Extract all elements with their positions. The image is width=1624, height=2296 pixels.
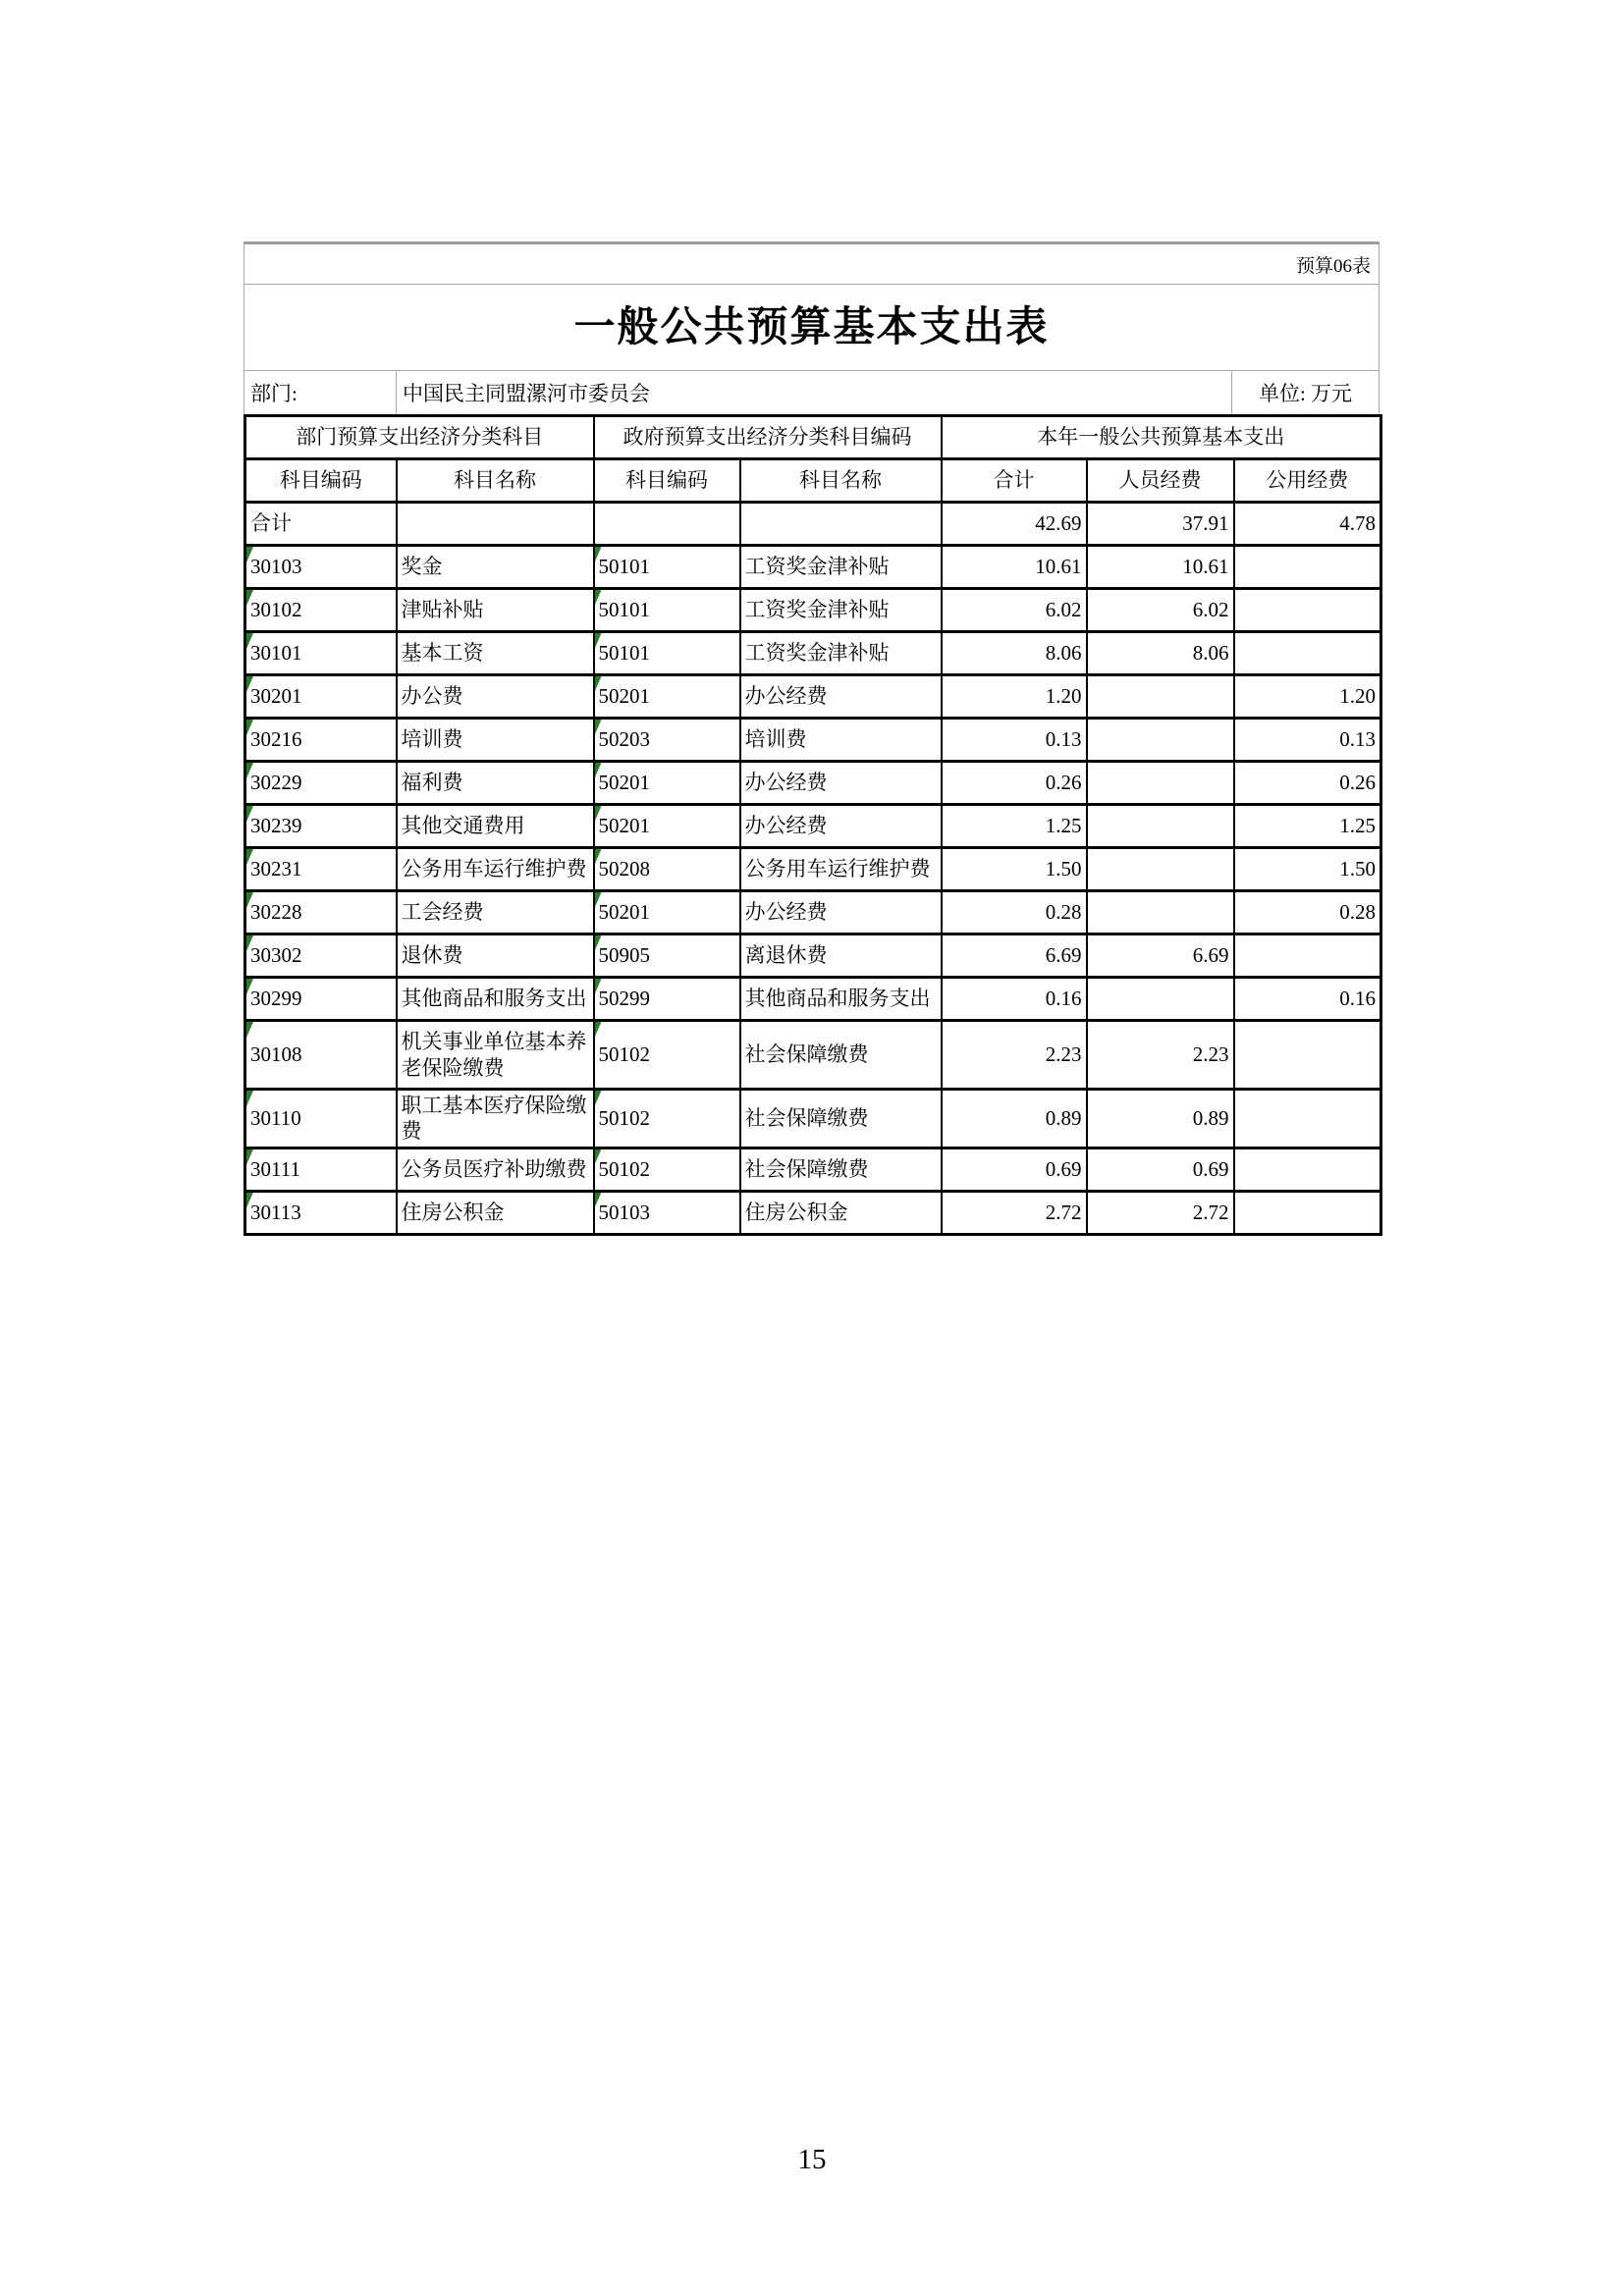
- table-row: [245, 978, 1381, 1021]
- table-row: [245, 1090, 1381, 1148]
- cell-value: 50299: [598, 987, 650, 1011]
- dept-subject-name-cell: 其他交通费用: [397, 805, 594, 848]
- personnel-cell: 8.06: [1087, 632, 1234, 675]
- col-header-total: 合计: [942, 459, 1087, 503]
- gov-subject-code-cell: [594, 848, 740, 891]
- public-cell: [1234, 1021, 1381, 1090]
- public-cell: 0.13: [1234, 719, 1381, 762]
- table-row: [245, 589, 1381, 632]
- gov-subject-code-cell: [594, 934, 740, 978]
- cell-value: 30113: [250, 1200, 301, 1224]
- total-cell: 1.50: [942, 848, 1087, 891]
- cell-value: 50208: [598, 857, 650, 881]
- total-cell: 8.06: [942, 632, 1087, 675]
- group-header-dept-classification: 部门预算支出经济分类科目: [245, 416, 594, 459]
- gov-subject-name-cell: 工资奖金津补贴: [740, 632, 942, 675]
- personnel-cell: 6.02: [1087, 589, 1234, 632]
- gov-subject-name-cell: 住房公积金: [740, 1191, 942, 1234]
- group-header-current-year-expenditure: 本年一般公共预算基本支出: [942, 416, 1381, 459]
- gov-subject-code-cell: [594, 503, 740, 546]
- form-number-label: 预算06表: [1295, 255, 1371, 277]
- total-cell: 0.16: [942, 978, 1087, 1021]
- dept-subject-name-cell: 职工基本医疗保险缴费: [397, 1090, 594, 1148]
- cell-value: 30103: [250, 555, 302, 579]
- title-block: [244, 285, 1380, 371]
- gov-subject-code-cell: [594, 1191, 740, 1234]
- total-cell: 1.20: [942, 675, 1087, 719]
- personnel-cell: [1087, 848, 1234, 891]
- personnel-cell: [1087, 675, 1234, 719]
- dept-subject-code-cell: [245, 632, 397, 675]
- gov-subject-name-cell: 办公经费: [740, 675, 942, 719]
- personnel-cell: 2.23: [1087, 1021, 1234, 1090]
- gov-subject-name-cell: 社会保障缴费: [740, 1021, 942, 1090]
- cell-value: 50101: [598, 641, 650, 666]
- dept-subject-name-cell: 工会经费: [397, 891, 594, 934]
- gov-subject-code-cell: [594, 546, 740, 589]
- gov-subject-name-cell: 办公经费: [740, 891, 942, 934]
- cell-value: 50203: [598, 727, 650, 752]
- dept-subject-code-cell: [245, 978, 397, 1021]
- page-title: 一般公共预算基本支出表: [573, 304, 1050, 350]
- personnel-cell: 0.69: [1087, 1148, 1234, 1191]
- dept-subject-name-cell: 机关事业单位基本养老保险缴费: [397, 1021, 594, 1090]
- dept-subject-name-cell: 办公费: [397, 675, 594, 719]
- gov-subject-name-cell: [740, 503, 942, 546]
- cell-value: 50102: [598, 1106, 650, 1131]
- public-cell: [1234, 1191, 1381, 1234]
- cell-value: 50103: [598, 1200, 650, 1224]
- total-cell: 0.69: [942, 1148, 1087, 1191]
- table-row: [245, 719, 1381, 762]
- total-cell: 0.13: [942, 719, 1087, 762]
- personnel-cell: 6.69: [1087, 934, 1234, 978]
- dept-subject-name-cell: 培训费: [397, 719, 594, 762]
- cell-value: 50201: [598, 771, 650, 795]
- cell-value: 30299: [250, 987, 302, 1011]
- total-cell: 2.23: [942, 1021, 1087, 1090]
- public-cell: 1.20: [1234, 675, 1381, 719]
- cell-value: 30101: [250, 641, 302, 666]
- personnel-cell: 37.91: [1087, 503, 1234, 546]
- table-row: [245, 891, 1381, 934]
- cell-value: 30302: [250, 943, 302, 968]
- dept-subject-code-cell: [245, 589, 397, 632]
- gov-subject-code-cell: [594, 1148, 740, 1191]
- personnel-cell: 0.89: [1087, 1090, 1234, 1148]
- dept-subject-name-cell: 其他商品和服务支出: [397, 978, 594, 1021]
- table-row: [245, 848, 1381, 891]
- cell-value: 50101: [598, 598, 650, 622]
- gov-subject-code-cell: [594, 891, 740, 934]
- total-cell: 42.69: [942, 503, 1087, 546]
- cell-value: 50102: [598, 1156, 650, 1181]
- public-cell: 0.16: [1234, 978, 1381, 1021]
- public-cell: 4.78: [1234, 503, 1381, 546]
- dept-subject-code-cell: [245, 1148, 397, 1191]
- unit-label: 单位: 万元: [1231, 371, 1379, 414]
- gov-subject-code-cell: [594, 1090, 740, 1148]
- total-cell: 10.61: [942, 546, 1087, 589]
- total-cell: 0.89: [942, 1090, 1087, 1148]
- group-header-row: [245, 416, 1381, 459]
- public-cell: [1234, 1148, 1381, 1191]
- gov-subject-name-cell: 办公经费: [740, 762, 942, 805]
- cell-value: 50201: [598, 684, 650, 709]
- row-label-cell: 合计: [245, 503, 397, 546]
- gov-subject-name-cell: 培训费: [740, 719, 942, 762]
- gov-subject-code-cell: [594, 1021, 740, 1090]
- cell-value: 30110: [250, 1106, 301, 1131]
- gov-subject-code-cell: [594, 589, 740, 632]
- personnel-cell: 10.61: [1087, 546, 1234, 589]
- cell-value: 30231: [250, 857, 302, 881]
- personnel-cell: [1087, 762, 1234, 805]
- cell-value: 50201: [598, 814, 650, 838]
- total-cell: 0.28: [942, 891, 1087, 934]
- dept-subject-code-cell: [245, 934, 397, 978]
- text-number-flag-icon: [246, 1091, 253, 1106]
- gov-subject-code-cell: [594, 805, 740, 848]
- dept-subject-code-cell: [245, 891, 397, 934]
- table-row: [245, 1021, 1381, 1090]
- dept-subject-code-cell: [245, 805, 397, 848]
- dept-subject-code-cell: [245, 719, 397, 762]
- gov-subject-code-cell: [594, 632, 740, 675]
- dept-subject-code-cell: [245, 1090, 397, 1148]
- gov-subject-name-cell: 工资奖金津补贴: [740, 589, 942, 632]
- col-header-public-funds: 公用经费: [1234, 459, 1381, 503]
- dept-subject-name-cell: 奖金: [397, 546, 594, 589]
- table-row: [245, 805, 1381, 848]
- dept-subject-name-cell: 退休费: [397, 934, 594, 978]
- public-cell: 0.26: [1234, 762, 1381, 805]
- form-label-strip: [244, 241, 1380, 285]
- cell-value: 30228: [250, 900, 302, 925]
- dept-label: 部门:: [250, 382, 298, 405]
- table-row: [245, 632, 1381, 675]
- personnel-cell: [1087, 978, 1234, 1021]
- column-header-row: [245, 459, 1381, 503]
- dept-subject-code-cell: [245, 1191, 397, 1234]
- cell-value: 50201: [598, 900, 650, 925]
- personnel-cell: [1087, 805, 1234, 848]
- gov-subject-name-cell: 其他商品和服务支出: [740, 978, 942, 1021]
- personnel-cell: [1087, 891, 1234, 934]
- dept-subject-name-cell: 基本工资: [397, 632, 594, 675]
- total-cell: 0.26: [942, 762, 1087, 805]
- personnel-cell: [1087, 719, 1234, 762]
- public-cell: 0.28: [1234, 891, 1381, 934]
- gov-subject-name-cell: 工资奖金津补贴: [740, 546, 942, 589]
- cell-value: 30216: [250, 727, 302, 752]
- total-cell: 1.25: [942, 805, 1087, 848]
- gov-subject-code-cell: [594, 719, 740, 762]
- page-number: 15: [797, 2144, 827, 2175]
- dept-subject-name-cell: [397, 503, 594, 546]
- public-cell: [1234, 934, 1381, 978]
- gov-subject-code-cell: [594, 762, 740, 805]
- cell-value: 50102: [598, 1042, 650, 1067]
- cell-value: 30229: [250, 771, 302, 795]
- cell-value: 30239: [250, 814, 302, 838]
- public-cell: [1234, 546, 1381, 589]
- cell-value: 30102: [250, 598, 302, 622]
- table-row: [245, 1191, 1381, 1234]
- gov-subject-code-cell: [594, 675, 740, 719]
- dept-subject-name-cell: 公务员医疗补助缴费: [397, 1148, 594, 1191]
- budget-sheet: [244, 241, 1380, 1236]
- public-cell: 1.50: [1234, 848, 1381, 891]
- gov-subject-code-cell: [594, 978, 740, 1021]
- cell-value: 50101: [598, 555, 650, 579]
- dept-subject-code-cell: [245, 762, 397, 805]
- dept-subject-code-cell: [245, 546, 397, 589]
- dept-unit-row: [244, 371, 1380, 414]
- col-header-subject-code: 科目编码: [594, 459, 740, 503]
- cell-value: 30201: [250, 684, 302, 709]
- text-number-flag-icon: [595, 1091, 602, 1106]
- dept-subject-code-cell: [245, 1021, 397, 1090]
- gov-subject-name-cell: 办公经费: [740, 805, 942, 848]
- gov-subject-name-cell: 公务用车运行维护费: [740, 848, 942, 891]
- dept-subject-name-cell: 公务用车运行维护费: [397, 848, 594, 891]
- public-cell: 1.25: [1234, 805, 1381, 848]
- col-header-personnel-funds: 人员经费: [1087, 459, 1234, 503]
- col-header-subject-name: 科目名称: [740, 459, 942, 503]
- public-cell: [1234, 632, 1381, 675]
- cell-value: 50905: [598, 943, 650, 968]
- gov-subject-name-cell: 离退休费: [740, 934, 942, 978]
- table-row-total: [245, 503, 1381, 546]
- gov-subject-name-cell: 社会保障缴费: [740, 1148, 942, 1191]
- table-row: [245, 934, 1381, 978]
- col-header-subject-name: 科目名称: [397, 459, 594, 503]
- public-cell: [1234, 1090, 1381, 1148]
- dept-subject-name-cell: 津贴补贴: [397, 589, 594, 632]
- public-cell: [1234, 589, 1381, 632]
- budget-table: [244, 414, 1382, 1236]
- text-number-flag-icon: [246, 1022, 253, 1038]
- gov-subject-name-cell: 社会保障缴费: [740, 1090, 942, 1148]
- cell-value: 30108: [250, 1042, 302, 1067]
- dept-value: 中国民主同盟漯河市委员会: [396, 371, 1231, 414]
- total-cell: 2.72: [942, 1191, 1087, 1234]
- cell-value: 30111: [250, 1156, 300, 1181]
- table-row: [245, 675, 1381, 719]
- col-header-subject-code: 科目编码: [245, 459, 397, 503]
- total-cell: 6.02: [942, 589, 1087, 632]
- table-row: [245, 546, 1381, 589]
- text-number-flag-icon: [595, 1022, 602, 1038]
- dept-subject-name-cell: 住房公积金: [397, 1191, 594, 1234]
- group-header-gov-classification: 政府预算支出经济分类科目编码: [594, 416, 942, 459]
- total-cell: 6.69: [942, 934, 1087, 978]
- personnel-cell: 2.72: [1087, 1191, 1234, 1234]
- table-row: [245, 762, 1381, 805]
- dept-subject-code-cell: [245, 675, 397, 719]
- dept-subject-name-cell: 福利费: [397, 762, 594, 805]
- table-row: [245, 1148, 1381, 1191]
- dept-subject-code-cell: [245, 848, 397, 891]
